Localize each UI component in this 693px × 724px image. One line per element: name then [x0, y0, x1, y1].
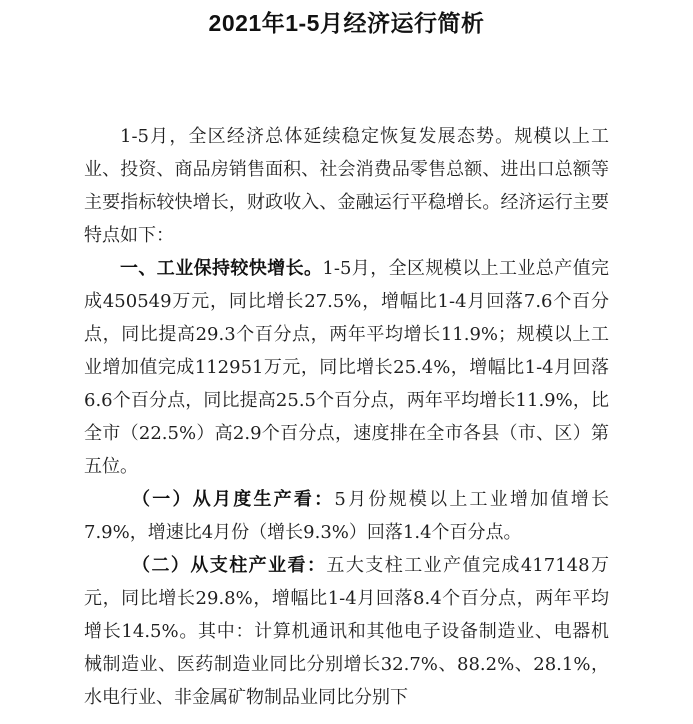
section-text-industry: 1-5月，全区规模以上工业总产值完成450549万元，同比增长27.5%，增幅比1-4月回落7.6个百分点，同比提高29.3个百分点，两年平均增长11.9%；规模以上工业增加值完成112951万元，同比增长25.4%，增幅比1-4月回落6.6个百分点，同比提高25.5个百分点，两年平均增长11.9%，比全市（22.5%）高2.9个百分点，速度排在全市各县（市、区）第五位。	[84, 258, 609, 477]
subsection-pillar-paragraph	[84, 549, 609, 714]
subsection-heading-monthly: （一）从月度生产看：	[132, 489, 335, 510]
subsection-text-pillar: 五大支柱工业产值完成417148万元，同比增长29.8%，增幅比1-4月回落8.4个百分点，两年平均增长14.5%。其中：计算机通讯和其他电子设备制造业、电器机械制造业、医药制造业同比分别增长32.7%、88.2%、28.1%，水电行业、非金属矿物制品业同比分别下	[84, 555, 609, 708]
subsection-monthly-paragraph	[84, 483, 609, 549]
section-heading-industry: 一、工业保持较快增长。	[120, 258, 323, 279]
subsection-heading-pillar: （二）从支柱产业看：	[132, 555, 327, 576]
intro-paragraph: 1-5月，全区经济总体延续稳定恢复发展态势。规模以上工业、投资、商品房销售面积、社会消费品零售总额、进出口总额等主要指标较快增长，财政收入、金融运行平稳增长。经济运行主要特点如下：	[84, 126, 609, 246]
document-body	[84, 120, 609, 714]
section-industry-paragraph	[84, 252, 609, 483]
subsection-text-monthly: 5月份规模以上工业增加值增长7.9%，增速比4月份（增长9.3%）回落1.4个百分点。	[84, 489, 610, 543]
document-title: 2021年1-5月经济运行简析	[208, 10, 485, 36]
